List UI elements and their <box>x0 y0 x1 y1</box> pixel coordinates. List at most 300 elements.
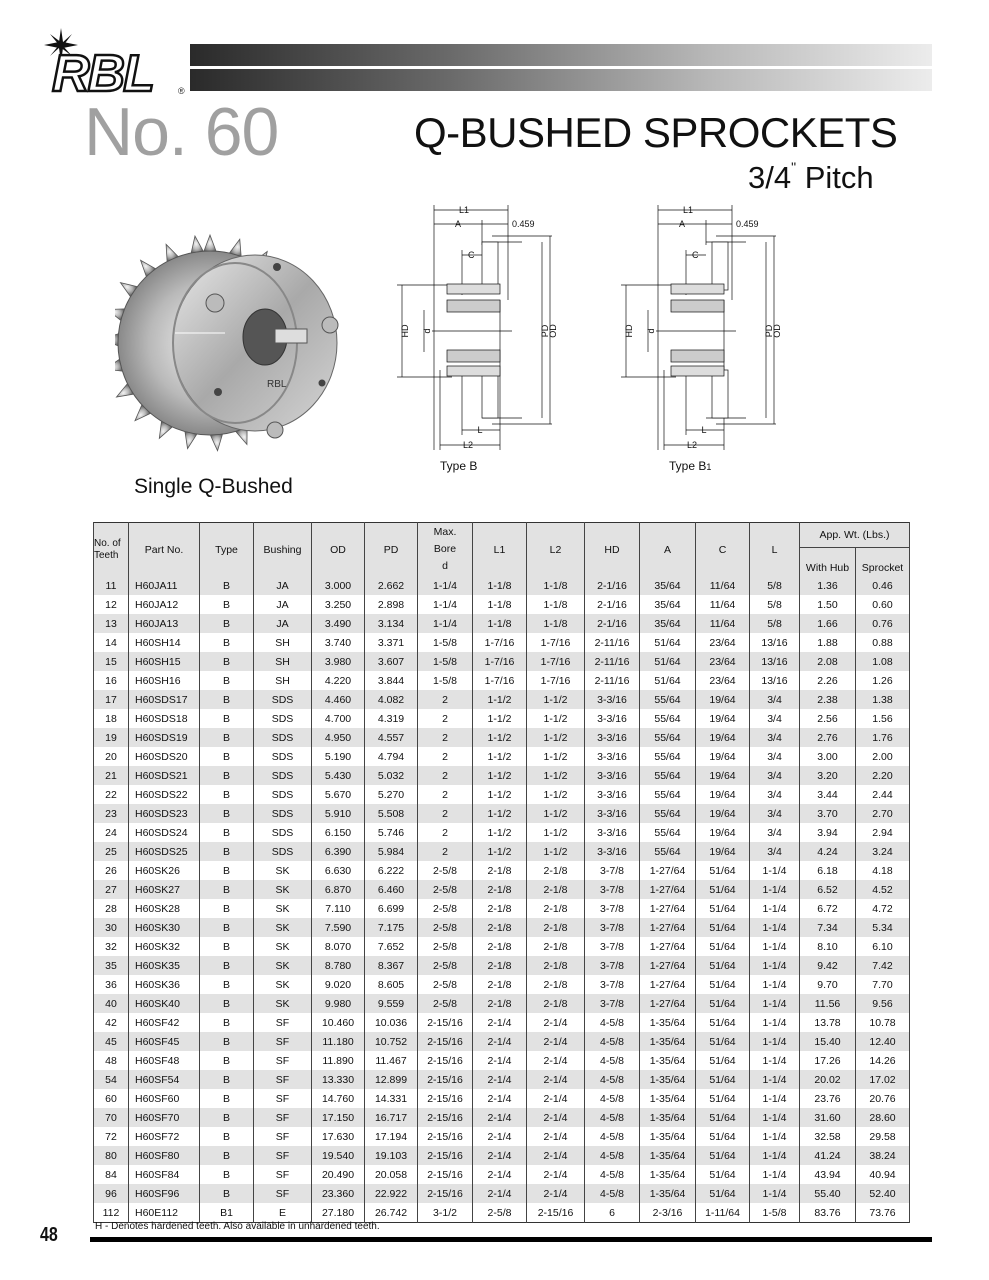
col-header-a: A <box>640 523 696 577</box>
col-header-l1: L1 <box>473 523 527 577</box>
cell-c: 51/64 <box>696 1146 750 1165</box>
cell-teeth: 72 <box>94 1127 129 1146</box>
cell-weight-with-hub: 11.56 <box>800 994 856 1013</box>
cell-weight-sprocket: 14.26 <box>856 1051 910 1070</box>
cell-c: 23/64 <box>696 633 750 652</box>
cell-bushing: SDS <box>254 823 312 842</box>
cell-l1: 2-1/4 <box>473 1165 527 1184</box>
cell-max-bore: 2-5/8 <box>418 899 473 918</box>
cell-weight-sprocket: 2.44 <box>856 785 910 804</box>
cell-l1: 1-1/8 <box>473 595 527 614</box>
table-header-row <box>94 523 910 548</box>
cell-c: 19/64 <box>696 766 750 785</box>
cell-type: B <box>200 1051 254 1070</box>
cell-l2: 1-1/2 <box>527 785 585 804</box>
cell-part-no: H60SDS23 <box>129 804 200 823</box>
cell-max-bore: 1-1/4 <box>418 614 473 633</box>
cell-c: 51/64 <box>696 1165 750 1184</box>
table-row <box>94 595 910 614</box>
cell-weight-sprocket: 1.38 <box>856 690 910 709</box>
cell-a: 51/64 <box>640 671 696 690</box>
table-row <box>94 690 910 709</box>
cell-l2: 2-1/4 <box>527 1146 585 1165</box>
col-header-part-no: Part No. <box>129 523 200 577</box>
cell-od: 6.630 <box>312 861 365 880</box>
cell-hd: 3-3/16 <box>585 804 640 823</box>
cell-od: 3.250 <box>312 595 365 614</box>
cell-bushing: SK <box>254 918 312 937</box>
cell-l: 3/4 <box>750 709 800 728</box>
cell-a: 1-35/64 <box>640 1070 696 1089</box>
label-offset: 0.459 <box>512 219 535 229</box>
logo-wordmark: RBL <box>52 45 153 103</box>
cell-c: 51/64 <box>696 1127 750 1146</box>
cell-weight-sprocket: 1.56 <box>856 709 910 728</box>
cell-weight-with-hub: 13.78 <box>800 1013 856 1032</box>
cell-l1: 2-1/8 <box>473 975 527 994</box>
cell-c: 11/64 <box>696 614 750 633</box>
cell-l1: 2-1/4 <box>473 1146 527 1165</box>
cell-l1: 2-1/8 <box>473 880 527 899</box>
cell-teeth: 17 <box>94 690 129 709</box>
cell-od: 7.110 <box>312 899 365 918</box>
cell-hd: 2-1/16 <box>585 614 640 633</box>
cell-max-bore: 2-15/16 <box>418 1051 473 1070</box>
cell-hd: 4-5/8 <box>585 1108 640 1127</box>
cell-teeth: 60 <box>94 1089 129 1108</box>
type-b1-cross-section-diagram <box>616 200 796 460</box>
cell-c: 51/64 <box>696 861 750 880</box>
cell-bushing: SK <box>254 975 312 994</box>
cell-teeth: 32 <box>94 937 129 956</box>
cell-teeth: 14 <box>94 633 129 652</box>
cell-l: 1-1/4 <box>750 1070 800 1089</box>
cell-l1: 2-1/4 <box>473 1089 527 1108</box>
cell-od: 5.190 <box>312 747 365 766</box>
cell-a: 55/64 <box>640 728 696 747</box>
cell-weight-with-hub: 31.60 <box>800 1108 856 1127</box>
cell-c: 19/64 <box>696 690 750 709</box>
cell-part-no: H60SK28 <box>129 899 200 918</box>
cell-hd: 4-5/8 <box>585 1127 640 1146</box>
cell-weight-sprocket: 0.60 <box>856 595 910 614</box>
cell-c: 51/64 <box>696 1108 750 1127</box>
cell-part-no: H60SDS22 <box>129 785 200 804</box>
cell-type: B <box>200 804 254 823</box>
cell-pd: 17.194 <box>365 1127 418 1146</box>
cell-a: 55/64 <box>640 804 696 823</box>
cell-l2: 2-1/4 <box>527 1051 585 1070</box>
cell-od: 10.460 <box>312 1013 365 1032</box>
cell-l2: 1-1/2 <box>527 709 585 728</box>
cell-teeth: 36 <box>94 975 129 994</box>
cell-a: 55/64 <box>640 690 696 709</box>
cell-max-bore: 2-5/8 <box>418 975 473 994</box>
table-body <box>94 576 910 1223</box>
cell-weight-sprocket: 52.40 <box>856 1184 910 1203</box>
table-row <box>94 709 910 728</box>
table-row <box>94 1165 910 1184</box>
table-row <box>94 861 910 880</box>
cell-bushing: SK <box>254 880 312 899</box>
cell-pd: 10.036 <box>365 1013 418 1032</box>
cell-bushing: JA <box>254 614 312 633</box>
cell-hd: 3-7/8 <box>585 880 640 899</box>
cell-type: B <box>200 1013 254 1032</box>
cell-pd: 26.742 <box>365 1203 418 1223</box>
cell-l1: 2-1/8 <box>473 994 527 1013</box>
cell-bushing: SF <box>254 1070 312 1089</box>
cell-part-no: H60SH15 <box>129 652 200 671</box>
cell-l2: 1-1/2 <box>527 766 585 785</box>
cell-hd: 3-3/16 <box>585 823 640 842</box>
col-header-type: Type <box>200 523 254 577</box>
cell-type: B <box>200 1070 254 1089</box>
cell-pd: 10.752 <box>365 1032 418 1051</box>
label-l2: L2 <box>462 440 474 450</box>
cell-od: 8.780 <box>312 956 365 975</box>
cell-type: B <box>200 1165 254 1184</box>
cell-type: B <box>200 1089 254 1108</box>
cell-l1: 1-1/2 <box>473 690 527 709</box>
cell-od: 14.760 <box>312 1089 365 1108</box>
cell-c: 19/64 <box>696 728 750 747</box>
cell-pd: 9.559 <box>365 994 418 1013</box>
cell-weight-sprocket: 0.76 <box>856 614 910 633</box>
cell-c: 51/64 <box>696 899 750 918</box>
cell-bushing: SK <box>254 899 312 918</box>
cell-weight-with-hub: 8.10 <box>800 937 856 956</box>
cell-teeth: 20 <box>94 747 129 766</box>
cell-l1: 1-1/8 <box>473 576 527 595</box>
cell-pd: 8.605 <box>365 975 418 994</box>
svg-text:L: L <box>701 425 707 435</box>
table-row <box>94 899 910 918</box>
table-row <box>94 994 910 1013</box>
cell-l: 13/16 <box>750 633 800 652</box>
cell-weight-with-hub: 4.24 <box>800 842 856 861</box>
cell-hd: 4-5/8 <box>585 1089 640 1108</box>
cell-weight-sprocket: 12.40 <box>856 1032 910 1051</box>
cell-l2: 2-1/4 <box>527 1089 585 1108</box>
cell-l1: 2-1/4 <box>473 1108 527 1127</box>
cell-part-no: H60SK40 <box>129 994 200 1013</box>
pitch-value: 3/4 <box>748 160 792 195</box>
cell-l1: 2-1/4 <box>473 1127 527 1146</box>
cell-weight-sprocket: 2.20 <box>856 766 910 785</box>
cell-hd: 3-7/8 <box>585 899 640 918</box>
cell-c: 51/64 <box>696 937 750 956</box>
cell-pd: 5.984 <box>365 842 418 861</box>
cell-teeth: 13 <box>94 614 129 633</box>
cell-teeth: 27 <box>94 880 129 899</box>
cell-l: 3/4 <box>750 842 800 861</box>
table-row <box>94 918 910 937</box>
cell-weight-sprocket: 28.60 <box>856 1108 910 1127</box>
cell-teeth: 80 <box>94 1146 129 1165</box>
cell-weight-with-hub: 6.18 <box>800 861 856 880</box>
cell-l2: 2-1/8 <box>527 975 585 994</box>
cell-weight-with-hub: 9.70 <box>800 975 856 994</box>
cell-part-no: H60JA12 <box>129 595 200 614</box>
cell-type: B <box>200 690 254 709</box>
cell-l1: 2-1/4 <box>473 1032 527 1051</box>
cell-part-no: H60SF84 <box>129 1165 200 1184</box>
cell-part-no: H60SDS19 <box>129 728 200 747</box>
cell-weight-with-hub: 1.50 <box>800 595 856 614</box>
cell-hd: 3-3/16 <box>585 709 640 728</box>
cell-l: 1-1/4 <box>750 1051 800 1070</box>
cell-hd: 6 <box>585 1203 640 1223</box>
table-row <box>94 747 910 766</box>
cell-hd: 3-7/8 <box>585 975 640 994</box>
chain-series-number: No. 60 <box>84 94 279 170</box>
cell-a: 1-35/64 <box>640 1127 696 1146</box>
cell-pd: 14.331 <box>365 1089 418 1108</box>
cell-od: 7.590 <box>312 918 365 937</box>
cell-weight-sprocket: 1.26 <box>856 671 910 690</box>
cell-part-no: H60SK27 <box>129 880 200 899</box>
cell-bushing: SF <box>254 1146 312 1165</box>
cell-weight-with-hub: 2.08 <box>800 652 856 671</box>
cell-c: 51/64 <box>696 880 750 899</box>
cell-l2: 1-1/2 <box>527 823 585 842</box>
cell-pd: 5.746 <box>365 823 418 842</box>
cell-a: 1-27/64 <box>640 918 696 937</box>
table-row <box>94 937 910 956</box>
cell-type: B <box>200 918 254 937</box>
cell-a: 55/64 <box>640 766 696 785</box>
cell-max-bore: 3-1/2 <box>418 1203 473 1223</box>
cell-type: B <box>200 899 254 918</box>
cell-weight-with-hub: 3.44 <box>800 785 856 804</box>
cell-hd: 3-3/16 <box>585 728 640 747</box>
cell-type: B <box>200 861 254 880</box>
cell-part-no: H60SF70 <box>129 1108 200 1127</box>
header-gradient-bar-top <box>190 44 932 66</box>
table-row <box>94 880 910 899</box>
cell-l1: 2-5/8 <box>473 1203 527 1223</box>
svg-text:L2: L2 <box>686 440 698 450</box>
cell-od: 3.740 <box>312 633 365 652</box>
cell-teeth: 25 <box>94 842 129 861</box>
cell-max-bore: 1-1/4 <box>418 576 473 595</box>
cell-bushing: SH <box>254 652 312 671</box>
cell-l: 1-1/4 <box>750 975 800 994</box>
cell-max-bore: 2 <box>418 747 473 766</box>
cell-l: 5/8 <box>750 576 800 595</box>
cell-hd: 4-5/8 <box>585 1032 640 1051</box>
cell-bushing: SDS <box>254 842 312 861</box>
cell-hd: 3-3/16 <box>585 842 640 861</box>
cell-c: 19/64 <box>696 785 750 804</box>
svg-text:OD: OD <box>772 324 782 338</box>
inch-mark: " <box>791 159 797 175</box>
table-row <box>94 614 910 633</box>
cell-hd: 3-7/8 <box>585 861 640 880</box>
table-row <box>94 975 910 994</box>
table-row <box>94 1089 910 1108</box>
cell-bushing: SF <box>254 1032 312 1051</box>
cell-pd: 5.032 <box>365 766 418 785</box>
cell-a: 1-35/64 <box>640 1184 696 1203</box>
cell-bushing: SF <box>254 1127 312 1146</box>
col-header-sprocket: Sprocket <box>856 548 910 577</box>
cell-teeth: 18 <box>94 709 129 728</box>
cell-weight-sprocket: 9.56 <box>856 994 910 1013</box>
cell-type: B <box>200 823 254 842</box>
cell-type: B <box>200 1127 254 1146</box>
cell-l1: 2-1/8 <box>473 918 527 937</box>
cell-a: 55/64 <box>640 823 696 842</box>
svg-text:PD: PD <box>764 324 774 338</box>
col-header-hd: HD <box>585 523 640 577</box>
cell-l1: 1-1/2 <box>473 842 527 861</box>
cell-teeth: 42 <box>94 1013 129 1032</box>
cell-weight-sprocket: 4.18 <box>856 861 910 880</box>
cell-od: 4.950 <box>312 728 365 747</box>
cell-type: B <box>200 633 254 652</box>
cell-pd: 8.367 <box>365 956 418 975</box>
cell-od: 27.180 <box>312 1203 365 1223</box>
cell-teeth: 45 <box>94 1032 129 1051</box>
cell-hd: 4-5/8 <box>585 1051 640 1070</box>
cell-weight-sprocket: 4.72 <box>856 899 910 918</box>
cell-weight-with-hub: 32.58 <box>800 1127 856 1146</box>
cell-od: 23.360 <box>312 1184 365 1203</box>
table-row <box>94 766 910 785</box>
hardened-teeth-footnote: H - Denotes hardened teeth. Also available in unhardened teeth. <box>95 1221 380 1232</box>
cell-l: 3/4 <box>750 728 800 747</box>
cell-teeth: 26 <box>94 861 129 880</box>
cell-l2: 2-1/4 <box>527 1032 585 1051</box>
cell-pd: 4.319 <box>365 709 418 728</box>
cell-od: 11.890 <box>312 1051 365 1070</box>
cell-max-bore: 2 <box>418 728 473 747</box>
cell-hd: 3-3/16 <box>585 747 640 766</box>
cell-a: 55/64 <box>640 747 696 766</box>
cell-od: 17.150 <box>312 1108 365 1127</box>
cell-type: B <box>200 652 254 671</box>
cell-teeth: 19 <box>94 728 129 747</box>
cell-weight-sprocket: 20.76 <box>856 1089 910 1108</box>
cell-weight-with-hub: 3.70 <box>800 804 856 823</box>
cell-c: 11/64 <box>696 576 750 595</box>
cell-part-no: H60JA11 <box>129 576 200 595</box>
rbl-logo <box>44 28 194 103</box>
cell-weight-sprocket: 1.76 <box>856 728 910 747</box>
bolt-icon <box>267 422 283 438</box>
col-header-max-bore <box>418 523 473 577</box>
cell-pd: 6.460 <box>365 880 418 899</box>
cell-weight-with-hub: 9.42 <box>800 956 856 975</box>
cell-max-bore: 2-5/8 <box>418 994 473 1013</box>
cell-od: 6.390 <box>312 842 365 861</box>
cell-pd: 7.652 <box>365 937 418 956</box>
cell-teeth: 21 <box>94 766 129 785</box>
cell-l: 3/4 <box>750 766 800 785</box>
cell-pd: 4.557 <box>365 728 418 747</box>
cell-weight-with-hub: 6.72 <box>800 899 856 918</box>
cell-max-bore: 2-5/8 <box>418 880 473 899</box>
cell-weight-with-hub: 3.00 <box>800 747 856 766</box>
max-bore-line1: Max. <box>433 526 457 539</box>
cell-weight-sprocket: 5.34 <box>856 918 910 937</box>
cell-od: 3.000 <box>312 576 365 595</box>
cell-teeth: 96 <box>94 1184 129 1203</box>
cell-part-no: H60SDS18 <box>129 709 200 728</box>
cell-bushing: SF <box>254 1051 312 1070</box>
cell-c: 51/64 <box>696 956 750 975</box>
cell-part-no: H60SF54 <box>129 1070 200 1089</box>
cell-max-bore: 2-15/16 <box>418 1108 473 1127</box>
cell-c: 19/64 <box>696 823 750 842</box>
cell-weight-with-hub: 1.88 <box>800 633 856 652</box>
cell-pd: 2.662 <box>365 576 418 595</box>
cell-max-bore: 2-15/16 <box>418 1013 473 1032</box>
table-row <box>94 1203 910 1223</box>
pitch-word: Pitch <box>804 160 874 195</box>
table-row <box>94 1013 910 1032</box>
cell-pd: 19.103 <box>365 1146 418 1165</box>
cell-weight-with-hub: 1.66 <box>800 614 856 633</box>
pitch-label <box>748 159 874 195</box>
cell-weight-sprocket: 73.76 <box>856 1203 910 1223</box>
cell-teeth: 11 <box>94 576 129 595</box>
cell-pd: 3.844 <box>365 671 418 690</box>
cell-l2: 2-1/8 <box>527 918 585 937</box>
col-header-pd: PD <box>365 523 418 577</box>
cell-od: 19.540 <box>312 1146 365 1165</box>
table-row <box>94 576 910 595</box>
table-row <box>94 804 910 823</box>
cell-part-no: H60SDS20 <box>129 747 200 766</box>
cell-weight-with-hub: 17.26 <box>800 1051 856 1070</box>
cell-teeth: 84 <box>94 1165 129 1184</box>
cell-l: 3/4 <box>750 747 800 766</box>
cell-max-bore: 2-15/16 <box>418 1070 473 1089</box>
cell-teeth: 40 <box>94 994 129 1013</box>
cell-weight-sprocket: 4.52 <box>856 880 910 899</box>
cell-type: B <box>200 785 254 804</box>
cell-l2: 2-1/8 <box>527 956 585 975</box>
cell-max-bore: 2 <box>418 804 473 823</box>
cell-weight-sprocket: 17.02 <box>856 1070 910 1089</box>
cell-od: 3.980 <box>312 652 365 671</box>
cell-teeth: 54 <box>94 1070 129 1089</box>
cell-l1: 2-1/4 <box>473 1013 527 1032</box>
cell-weight-with-hub: 3.94 <box>800 823 856 842</box>
svg-text:d: d <box>646 328 656 334</box>
cell-weight-sprocket: 0.46 <box>856 576 910 595</box>
cell-l2: 2-1/4 <box>527 1108 585 1127</box>
cell-pd: 16.717 <box>365 1108 418 1127</box>
cell-l2: 1-1/2 <box>527 842 585 861</box>
table-row <box>94 1032 910 1051</box>
cell-bushing: SF <box>254 1108 312 1127</box>
cell-teeth: 24 <box>94 823 129 842</box>
col-header-l2: L2 <box>527 523 585 577</box>
cell-weight-sprocket: 38.24 <box>856 1146 910 1165</box>
cell-weight-sprocket: 0.88 <box>856 633 910 652</box>
cell-hd: 3-7/8 <box>585 994 640 1013</box>
cell-c: 19/64 <box>696 842 750 861</box>
cell-od: 6.870 <box>312 880 365 899</box>
cell-hd: 2-1/16 <box>585 576 640 595</box>
cell-l: 5/8 <box>750 595 800 614</box>
cell-l1: 2-1/8 <box>473 937 527 956</box>
cell-bushing: SDS <box>254 709 312 728</box>
